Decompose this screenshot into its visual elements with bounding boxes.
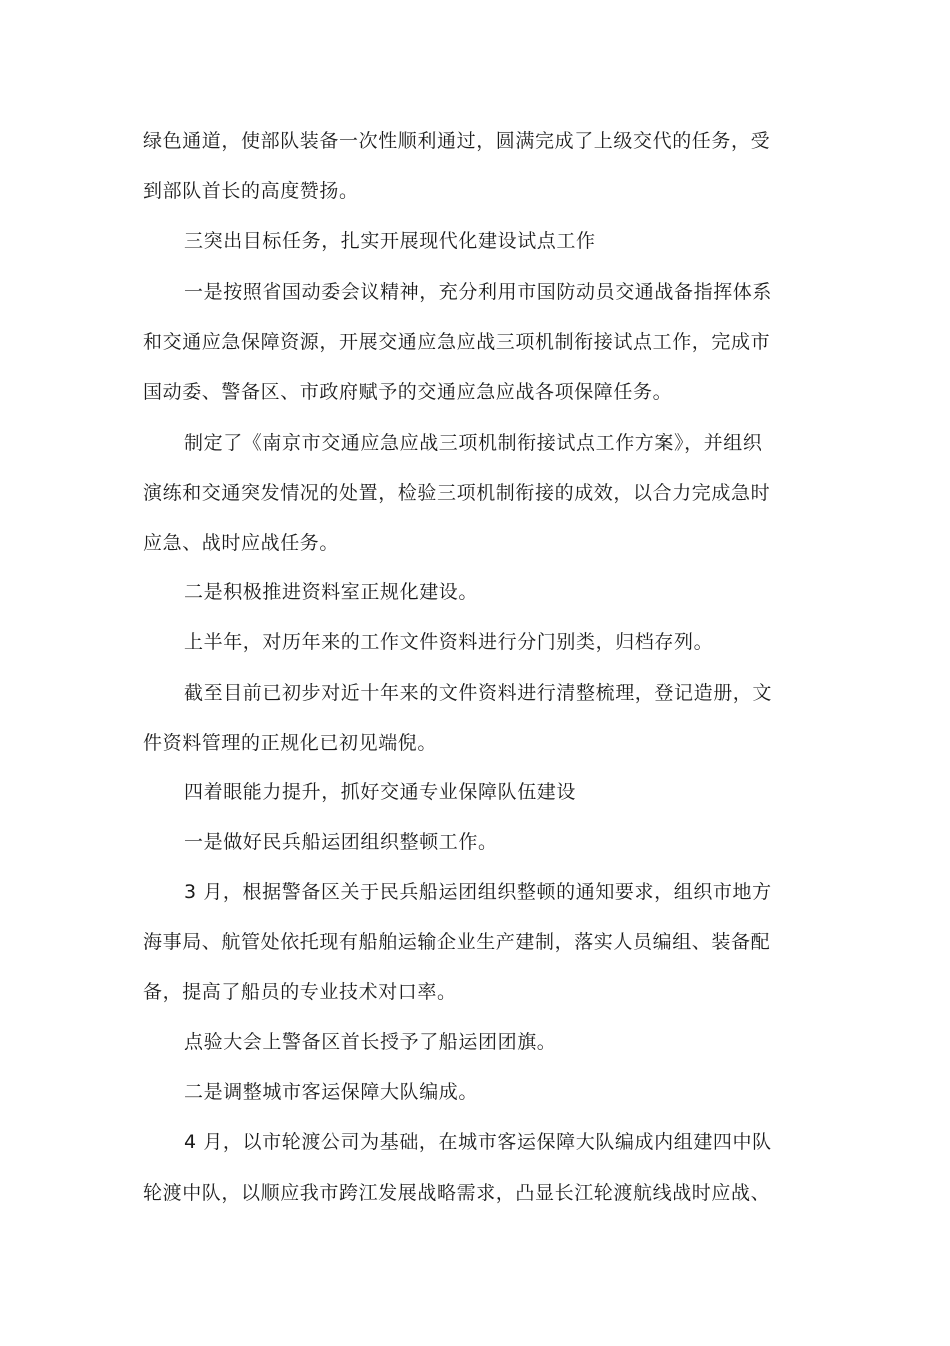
- text-line: 一是做好民兵船运团组织整顿工作。: [184, 831, 498, 853]
- text-line: 制定了《南京市交通应急应战三项机制衔接试点工作方案》，并组织: [184, 432, 763, 454]
- text-line: 演练和交通突发情况的处置，检验三项机制衔接的成效，以合力完成急时: [143, 482, 771, 504]
- text-line: 应急、战时应战任务。: [143, 532, 340, 554]
- text-line: 一是按照省国动委会议精神，充分利用市国防动员交通战备指挥体系: [184, 281, 773, 303]
- text-line: 绿色通道，使部队装备一次性顺利通过，圆满完成了上级交代的任务，受: [143, 130, 771, 152]
- text-line: 截至目前已初步对近十年来的文件资料进行清整梳理，登记造册，文: [184, 682, 773, 704]
- text-line: 备，提高了船员的专业技术对口率。: [143, 981, 457, 1003]
- text-line: 到部队首长的高度赞扬。: [143, 180, 359, 202]
- text-line: 点验大会上警备区首长授予了船运团团旗。: [184, 1031, 557, 1053]
- text-line: 和交通应急保障资源，开展交通应急应战三项机制衔接试点工作，完成市: [143, 331, 771, 353]
- text-line: 二是积极推进资料室正规化建设。: [184, 581, 479, 603]
- text-line: 二是调整城市客运保障大队编成。: [184, 1081, 479, 1103]
- section-heading: 四着眼能力提升，抓好交通专业保障队伍建设: [184, 781, 577, 803]
- text-line: 件资料管理的正规化已初见端倪。: [143, 732, 438, 754]
- text-line: 上半年，对历年来的工作文件资料进行分门别类，归档存列。: [184, 631, 714, 653]
- section-heading: 三突出目标任务，扎实开展现代化建设试点工作: [184, 230, 596, 252]
- text-line: 海事局、航管处依托现有船舶运输企业生产建制，落实人员编组、装备配: [143, 931, 771, 953]
- text-line: 4 月，以市轮渡公司为基础，在城市客运保障大队编成内组建四中队: [184, 1131, 772, 1153]
- text-line: 轮渡中队，以顺应我市跨江发展战略需求，凸显长江轮渡航线战时应战、: [143, 1182, 771, 1204]
- text-line: 3 月，根据警备区关于民兵船运团组织整顿的通知要求，组织市地方: [184, 881, 772, 903]
- text-line: 国动委、警备区、市政府赋予的交通应急应战各项保障任务。: [143, 381, 673, 403]
